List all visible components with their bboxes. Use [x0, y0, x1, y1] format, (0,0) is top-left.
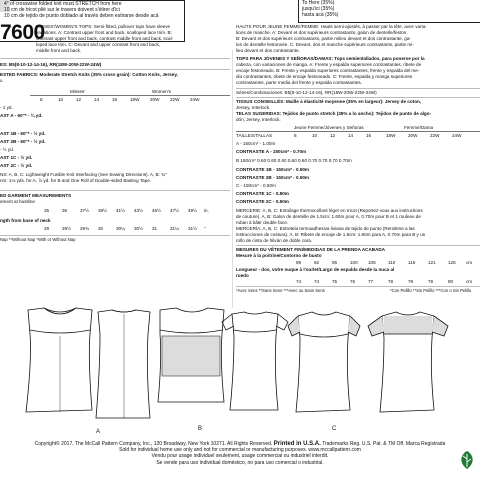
taille: 16: [366, 133, 372, 138]
metrage-row: A - 150cm* - 1.00m: [236, 141, 276, 146]
fabrics-line: ESTED FABRICS: Moderate Stretch Knits (35% cross grain): Cotton Knits, Jersey,: [0, 72, 178, 77]
trademark-text: Trademarks Reg. U.S. Pat. & TM Off. Marca Registrada: [322, 441, 446, 447]
misses-head: Misses': [70, 89, 86, 94]
length-cm: 79: [428, 279, 434, 284]
bust-val: 43½: [134, 208, 143, 213]
tailles-label: TAILLES/TALLAS: [236, 133, 273, 138]
fabrics-line-2: x.: [0, 78, 4, 83]
english-column: [0, 22, 230, 312]
mercerie-line: de couture). A, B: Galon de dentelle de 1.5cm: 1.60m pour A, 0.70m pour B et 1 rouleau de: [236, 214, 421, 219]
se-vende-line: Se vende para uso individual doméstico, no para uso comercial o industrial.: [156, 459, 324, 466]
es-title-line: dio contrastantes, ribete de encaje festoneado. C: Frente, espalda y manga superiores: [236, 74, 413, 79]
bust-cm-unit: cm: [466, 260, 473, 265]
bust-val: 45½: [152, 208, 161, 213]
pattern-number: 7600: [0, 21, 45, 44]
divider: [236, 97, 480, 98]
bust-val: 47½: [170, 208, 179, 213]
metrage-row: CONTRASTE 1C - 0.80m: [236, 191, 289, 196]
metrage-row: CONTRASTE 1B - 150cm* - 0.50m: [236, 167, 310, 172]
table-rule: [30, 95, 230, 96]
size-10: 10: [58, 97, 64, 102]
bust-cm: 100: [350, 260, 358, 265]
es-title-line: contrastantes, parte media del frente y espalda contrastantes.: [236, 80, 362, 85]
nap-note-fr: *Avec Sens **Sans Sens ***Avec ou Sans Sens: [236, 288, 325, 293]
length-cm: 77: [368, 279, 374, 284]
recycle-leaf-icon: [456, 449, 478, 471]
metrage-row: CONTRASTE A - 150cm* - 0.70m: [236, 149, 307, 154]
to-here-line-1: To Here (35%): [302, 0, 335, 6]
view-c-back-drawing: [368, 312, 448, 412]
measure-title: ED GARMENT MEASUREMENTS: [0, 193, 72, 198]
bust-unit: in.: [204, 208, 209, 213]
size-12: 12: [76, 97, 82, 102]
femme-dama-head: Femme/Dama: [404, 125, 434, 130]
yardage-row: AST 2C - ½ yd.: [0, 163, 33, 168]
metrage-row: CONTRASTE 2C - 0.50m: [236, 199, 289, 204]
merceria-line: rollo de cinta de hilván de doble cara.: [236, 238, 313, 243]
vendu-line: Vendu pour usage individuel seulement, usage commercial ou industriel interdit.: [151, 453, 329, 460]
bust-cm: 121: [428, 260, 436, 265]
length-val: 30½: [134, 226, 143, 231]
length-cm-unit: cm: [466, 279, 473, 284]
length-cm: 74: [314, 279, 320, 284]
taille: 14: [348, 133, 354, 138]
metrage-row: B 150cm* 0.60 0.60 0.60 0.60 0.60 0.70 0.70 0.70 0.70m: [236, 158, 352, 163]
fr-title-line: lon de dentelle festonnée. C: Devant, dos et manche supérieurs contrastants, partie mi-: [236, 42, 414, 47]
es-title-line: cabeza, con variaciones de manga. A: Frente y espalda superiores contrastantes, ribete de: [236, 62, 422, 67]
taille: 22W: [430, 133, 440, 138]
divider: [0, 190, 230, 191]
taille: 24W: [452, 133, 462, 138]
yardage-row: AST 2B - 60"* - ½ yd.: [0, 139, 46, 144]
length-val: 29¾: [80, 226, 89, 231]
tissus-line: Jersey, Interlock.: [236, 105, 271, 110]
desc-line-3: Contrast upper front and back, contrast middle front and back, scal-: [36, 36, 174, 41]
bust-cm: 110: [388, 260, 396, 265]
taille: 12: [330, 133, 336, 138]
nap-note-es: *Con Pelillo **Sin Pelillo ***Con o Sin Pelillo: [390, 288, 472, 293]
stretch-line-1: 4" of crosswise folded knit must STRETCH from here: [4, 1, 122, 7]
taille: 18W: [386, 133, 396, 138]
length-val: 31½: [188, 226, 197, 231]
fr-title-line: lieu devant et dos contrastante.: [236, 48, 300, 53]
notions-line-2: nm: 1⅛ yds. for A, ⅞ yd. for B and One Roll of Double-sided Basting Tape.: [0, 178, 152, 183]
view-a-front-drawing: [26, 308, 92, 412]
yardage-row: AST 1C - ½ yd.: [0, 155, 33, 160]
sold-for-line: Sold for individual home use only and not for commercial or manufacturing purposes. www.mccallpattern.com: [119, 447, 361, 454]
divider: [236, 88, 480, 89]
divider: [0, 69, 230, 70]
view-b-front-drawing: [158, 308, 224, 402]
jeune-femme-head: Jeune Femme/Jóvenes y Señoras: [294, 125, 364, 130]
bust-val: 39½: [98, 208, 107, 213]
stretch-line-2: 10 cm de tricot plié sur le travers doivent s'étirer d'ici: [4, 7, 120, 13]
bust-val: 41½: [116, 208, 125, 213]
view-a-back-drawing: [96, 310, 150, 418]
yardage-row: - ½ yd.: [0, 147, 15, 152]
bust-cm: 89: [296, 260, 302, 265]
longueur-line: ruedo: [236, 273, 249, 278]
length-val: 29½: [62, 226, 71, 231]
length-cm: 76: [350, 279, 356, 284]
divider: [0, 58, 230, 59]
bust-cm: 116: [408, 260, 416, 265]
merceria-line: instrucciones de costura). A, B: Ribete de encaje de 1.5cm: 1.60m para A, 0.70m para B y un: [236, 232, 426, 237]
tissus-line: TISSUS CONSEILLÉS: Maille à élasticité moyenne (35% en largeur): Jersey de coton,: [236, 99, 422, 104]
view-b-label: B: [198, 426, 203, 432]
length-cm: 78: [388, 279, 394, 284]
desc-line-5: middle front and back.: [36, 48, 82, 53]
desc-line-1: MISSES'/WOMEN'S TOPS: Semi-fitted, pullover tops have sleeve: [36, 24, 171, 29]
length-val: 31¼: [170, 226, 179, 231]
table-rule: [236, 131, 480, 132]
divider: [0, 235, 230, 236]
view-b-back-drawing: [222, 312, 288, 410]
size-20w: 20W: [150, 97, 160, 102]
length-cm: 80: [448, 279, 454, 284]
nap-note: Nap **Without Nap *With or Without Nap: [0, 237, 76, 242]
notions-line-1: NS: A, B, C: Lightweight Fusible Knit Interfacing (See Sewing Directions). A, B: ¾": [0, 172, 167, 177]
mercerie-line: ruban à bâtir double face.: [236, 220, 289, 225]
mesures-title: MESURES DU VÊTEMENT FINI/MEDIDAS DE LA PRENDA ACABADA: [236, 247, 386, 252]
telas-line: TELAS SUGERIDAS: Tejidos de punto stretch (35% a lo ancho): Tejidos de punto de algo-: [236, 111, 432, 116]
view-c-front-drawing: [288, 312, 360, 412]
garment-illustrations: [0, 300, 480, 440]
length-val: 31: [152, 226, 158, 231]
length-unit: ": [204, 226, 206, 231]
bust-cm: 95: [332, 260, 338, 265]
yardage-row: AST A - 60"* - ¾ yd.: [0, 113, 43, 118]
length-cm: 74: [296, 279, 302, 284]
size-8: 8: [40, 97, 43, 102]
length-val: 29: [44, 226, 50, 231]
to-here-line-3: hasta acá (35%): [302, 12, 339, 18]
column-divider: [232, 50, 233, 308]
fr-title-line: HAUTS POUR JEUNE FEMME/FEMME: Hauts semi-ajustés, à passer par la tête, avec varia-: [236, 24, 427, 29]
es-title-line: encaje festoneado. B: Frente y espalda superiores contrastantes, frente y espalda del me-: [236, 68, 420, 73]
merceria-line: MERCERÍA: A, B, C: Entretela termoadhesiva liviana de tejido de punto (Remitirse a las: [236, 226, 415, 231]
fr-title-line: B: Devant et dos supérieurs contrastants, partie milieu devant et dos contrastante, ga-: [236, 36, 411, 41]
measure-sub: ement at bustline: [0, 199, 35, 204]
bust-val: 35: [44, 208, 50, 213]
taille: 10: [312, 133, 318, 138]
view-a-label: A: [96, 429, 101, 435]
size-24w: 24W: [190, 97, 200, 102]
stretch-line-3: 10 cm de tejido de punto doblado al través deben estirarse desde acá: [4, 13, 159, 19]
yardage-row: - 1 yd.: [0, 105, 13, 110]
length-cm: 75: [332, 279, 338, 284]
view-c-label: C: [332, 426, 337, 432]
length-cm: 79: [408, 279, 414, 284]
taille: 8: [294, 133, 297, 138]
to-here-line-2: jusqu'ici (35%): [302, 6, 335, 12]
french-spanish-column: [236, 22, 480, 312]
bust-cm: 126: [448, 260, 456, 265]
printed-in: Printed in U.S.A.: [273, 441, 321, 447]
size-18w: 18W: [130, 97, 140, 102]
size-16: 16: [112, 97, 118, 102]
length-label: ngth from base of neck: [0, 218, 51, 223]
fr-title-line: tions de manche. A: Devant et dos supérieurs contrastants, galon de dentelle/feston.: [236, 30, 408, 35]
metrage-row: C - 150cm* - 0.50m: [236, 183, 276, 188]
bust-val: 37½: [80, 208, 89, 213]
size-14: 14: [94, 97, 100, 102]
divider: [236, 245, 480, 246]
desc-line-2: variations. A: Contrast upper front and back, scalloped lace trim. B:: [36, 30, 172, 35]
length-val: 30¼: [116, 226, 125, 231]
series-line: Séries/Combinaciones: B5(8-10-12-14-16), RR(18W-20W-22W-24W): [236, 90, 377, 95]
longueur-line: Longueur - dos, votre nuque à l'ourlet/Largo de espalda desde la nuca al: [236, 267, 395, 272]
divider: [236, 286, 480, 287]
es-title-line: TOPS PARA JÓVENES Y SEÑORAS/DAMAS: Tops semientallados, para ponerse por la: [236, 56, 425, 61]
mesure-sub: Mesure à la poitrine/Contorno de busto: [236, 253, 322, 258]
telas-line: dón, Jersey, Interlock.: [236, 117, 281, 122]
yardage-row: AST 1B - 60"* - ½ yd.: [0, 131, 46, 136]
bust-val: 36: [62, 208, 68, 213]
length-val: 30: [98, 226, 104, 231]
desc-line-4: loped lace trim. C: Devant and upper contrast front and back,: [36, 42, 161, 47]
mercerie-line: MERCERIE: A, B, C: Entoilage thermocollant léger en tricot (Reportez-vous aux instructions: [236, 208, 423, 213]
stretch-gauge-right-box: [298, 0, 480, 23]
taille: 20W: [408, 133, 418, 138]
bust-cm: 105: [368, 260, 376, 265]
bust-val: 49½: [188, 208, 197, 213]
womens-head: Women's: [152, 89, 171, 94]
size-22w: 22W: [170, 97, 180, 102]
metrage-row: CONTRASTE 2B - 150cm* - 0.50m: [236, 175, 310, 180]
sizes-line: ES: B5(8-10-12-14-16), RR(18W-20W-22W-24W): [0, 62, 102, 67]
copyright-text: Copyright© 2017, The McCall Pattern Company, Inc., 120 Broadway, New York 10271. All Rights Reserved.: [34, 441, 273, 447]
footer: [0, 441, 480, 466]
bust-cm: 92: [314, 260, 320, 265]
